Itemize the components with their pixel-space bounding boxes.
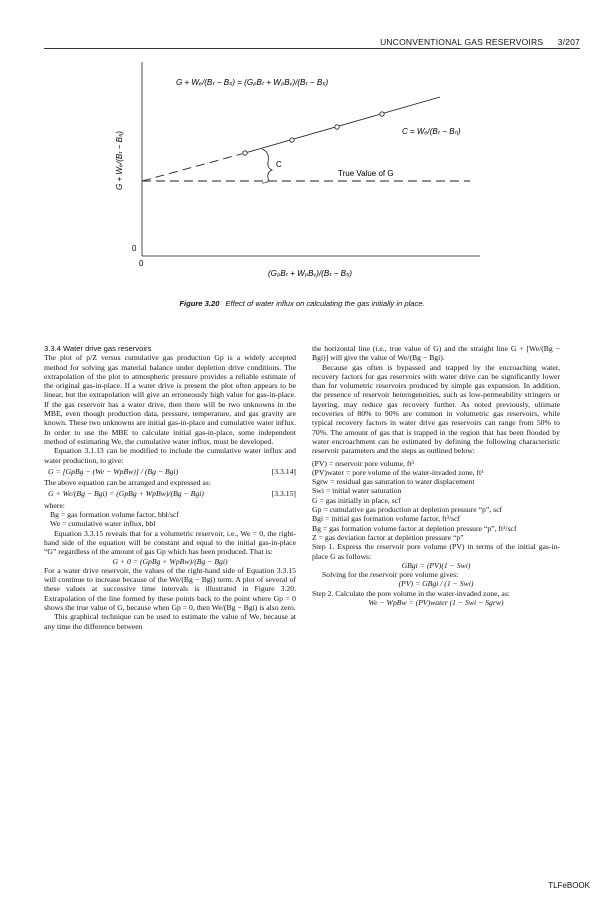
left-paragraph-5: For a water drive reservoir, the values of the right-hand side of Equation 3.3.15 will continue to increase because of the We/(Bg − Bgi) term. A plot of several of these values at successive time intervals is illustrated in Figure 3.20. Extrapolation of the line formed by these points back to the point where Gp = 0 shows the true value of G, because when Gp = 0, then We/(Bg − Bgi) is also zero. bbox=[44, 565, 296, 613]
header-title: UNCONVENTIONAL GAS RESERVOIRS bbox=[380, 37, 544, 47]
equation-text: G + We/(Bg − Bgi) = (GpBg + WpBw)/(Bg − Bgi) bbox=[48, 489, 204, 499]
equation-volumetric: G + 0 = (GpBg + WpBw)/(Bg − Bgi) bbox=[112, 556, 228, 566]
solve-text: Solving for the reservoir pore volume gives: bbox=[322, 570, 459, 580]
figure-3-20 bbox=[0, 0, 604, 300]
parameter-item: Z = gas deviation factor at depletion pressure “p” bbox=[312, 532, 464, 542]
step-2: Step 2. Calculate the pore volume in the water-invaded zone, as: bbox=[312, 588, 510, 598]
parameter-item: (PV)water = pore volume of the water-invaded zone, ft³ bbox=[312, 467, 484, 477]
true-value-label: True Value of G bbox=[338, 169, 394, 178]
definition-item: Bg = gas formation volume factor, bbl/scf bbox=[50, 510, 179, 520]
equation-3-3-15 bbox=[44, 489, 296, 498]
definition-item: We = cumulative water influx, bbl bbox=[50, 519, 156, 529]
left-paragraph-1: The plot of p/Z versus cumulative gas production Gp is a widely accepted method for solving gas material balance under depletion drive conditions. The extrapolation of the plot to atmospheric pressure provides a reliable estimate of the original gas-in-place. If a water drive is present the plot often appears to be linear, but the extrapolation will give an erroneously high value for gas-in-place. If the gas reservoir has a water drive, then there will be two unknowns in the MBE, even though production data, pressure, temperature, and gas gravity are known. These two unknowns are initial gas-in-place and cumulative water influx. In order to use the MBE to calculate initial gas-in-place, some independent method of estimating We, the cumulative water influx, must be developed. bbox=[44, 353, 296, 446]
left-paragraph-2: Equation 3.1.13 can be modified to include the cumulative water influx and water production, to give: bbox=[44, 446, 296, 465]
where-label: where: bbox=[44, 500, 65, 510]
equation-step-1: GBgi = (PV)(1 − Swi) bbox=[401, 560, 471, 570]
x-axis-label: (GₚBₜ + WₚBᵥ)/(Bₜ − Bₜᵢ) bbox=[268, 269, 353, 278]
step-1: Step 1. Express the reservoir pore volume (PV) in terms of the initial gas-in-place G as follows: bbox=[312, 542, 560, 561]
parameter-item: Bg = gas formation volume factor at depletion pressure “p”, ft³/scf bbox=[312, 523, 517, 533]
equation-pore-volume: (PV) = GBgi / (1 − Swi) bbox=[398, 579, 474, 589]
data-point bbox=[380, 112, 384, 116]
caption-number: Figure 3.20 bbox=[179, 299, 220, 308]
y-axis-label: G + Wₑ/(Bₜ − Bₜᵢ) bbox=[115, 130, 124, 190]
header-page: 3/207 bbox=[557, 37, 580, 47]
c-label: C bbox=[276, 160, 282, 169]
equation-text: G = [GpBg − (We − WpBw)] / (Bg − Bgi) bbox=[48, 466, 179, 476]
left-column bbox=[44, 344, 296, 631]
data-line bbox=[245, 97, 440, 153]
c-equation: C = Wₑ/(Bₜ − Bₜᵢ) bbox=[402, 127, 461, 136]
right-paragraph-1: the horizontal line (i.e., true value of G) and the straight line G + [We/(Bg − Bgi)] will give the value of We/(Bg − Bgi). bbox=[312, 344, 560, 363]
left-paragraph-6: This graphical technique can be used to estimate the value of We, because at any time the difference between bbox=[44, 612, 296, 631]
section-heading: 3.3.4 Water drive gas reservoirs bbox=[44, 344, 152, 353]
top-equation: G + Wₑ/(Bₜ − Bₜᵢ) = (GₚBₜ + WₚBᵥ)/(Bₜ − Bₜᵢ) bbox=[176, 78, 329, 87]
equation-3-3-14 bbox=[44, 467, 296, 476]
left-paragraph-3: The above equation can be arranged and expressed as: bbox=[44, 478, 211, 488]
right-paragraph-2: Because gas often is bypassed and trapped by the encroaching water, recovery factors for gas reservoirs with water drive can be significantly lower than for volumetric reservoirs produced by simple gas expansion. In addition, the presence of reservoir heterogeneities, such as low-permeability stringers or layering, may reduce gas recovery further. As noted previously, ultimate recoveries of 80% to 90% are common in volumetric gas reservoirs, while typical recovery factors in water drive gas reservoirs can range from 50% to 70%. The amount of gas that is trapped in the region that has been flooded by water encroachment can be estimated by defining the following characteristic reservoir parameters and the steps as outlined below: bbox=[312, 362, 560, 456]
data-point bbox=[243, 151, 247, 155]
equation-number: [3.3.15] bbox=[271, 489, 296, 499]
definition-list bbox=[44, 510, 296, 529]
right-column bbox=[312, 344, 560, 607]
caption-text: Effect of water influx on calculating the gas initially in place. bbox=[225, 299, 425, 308]
parameter-item: Sgrw = residual gas saturation to water displacement bbox=[312, 477, 475, 487]
origin-y-label: 0 bbox=[132, 244, 137, 253]
left-paragraph-4: Equation 3.3.15 reveals that for a volumetric reservoir, i.e., We = 0, the right-hand side of the equation will be constant and equal to the initial gas-in-place “G” regardless of the amount of gas Gp which has been produced. That is: bbox=[44, 528, 296, 557]
c-brace bbox=[262, 149, 272, 183]
footer-watermark: TLFeBOOK bbox=[548, 881, 590, 890]
parameter-item: (PV) = reservoir pore volume, ft³ bbox=[312, 458, 414, 468]
parameter-item: Swi = initial water saturation bbox=[312, 486, 402, 496]
extrapolation-line bbox=[142, 153, 245, 181]
figure-caption bbox=[0, 299, 604, 308]
equation-number: [3.3.14] bbox=[271, 466, 296, 476]
equation-step-2: We − WpBw = (PV)water (1 − Swi − Sgrw) bbox=[368, 598, 504, 608]
parameter-item: Bgi = initial gas formation volume factor, ft³/scf bbox=[312, 514, 461, 524]
parameter-list bbox=[312, 459, 560, 543]
data-point bbox=[290, 138, 294, 142]
data-point bbox=[335, 125, 339, 129]
parameter-item: Gp = cumulative gas production at depletion pressure “p”, scf bbox=[312, 505, 503, 515]
origin-x-label: 0 bbox=[139, 259, 144, 268]
parameter-item: G = gas initially in place, scf bbox=[312, 495, 401, 505]
